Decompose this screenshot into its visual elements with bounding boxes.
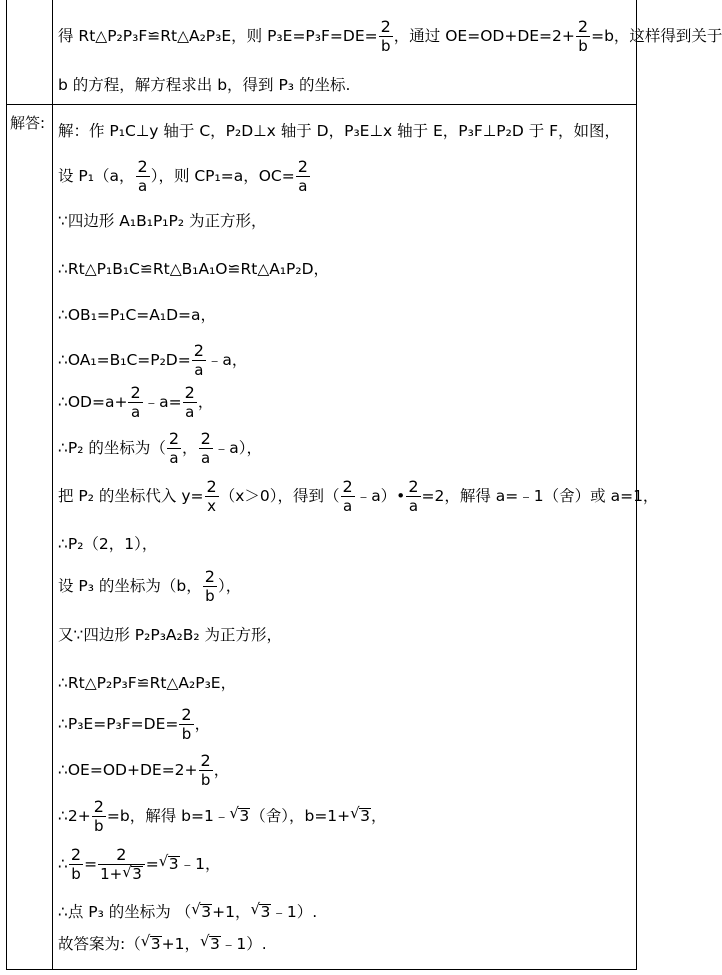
denominator: b bbox=[576, 36, 590, 55]
text: ﹣1， bbox=[179, 855, 221, 873]
solution-line-10: ∴P₂（2，1）， bbox=[58, 535, 158, 553]
intro-line-1 bbox=[58, 18, 722, 55]
solution-line-1: 解：作 P₁C⊥y 轴于 C，P₂D⊥x 轴于 D，P₃E⊥x 轴于 E，P₃F⊥P₂D 于 F，如图， bbox=[58, 122, 621, 140]
text: 故答案为:（ bbox=[58, 935, 141, 953]
solution-line-18 bbox=[58, 904, 317, 921]
text: 设 P₃ 的坐标为（b， bbox=[58, 577, 202, 595]
sqrt bbox=[159, 856, 180, 873]
fraction bbox=[205, 478, 219, 515]
numerator: 2 bbox=[200, 751, 211, 770]
fraction bbox=[199, 430, 213, 467]
denominator: b bbox=[92, 816, 106, 835]
radicand: 3 bbox=[239, 807, 250, 825]
text: =b，解得 b=1﹣ bbox=[106, 807, 230, 825]
numerator: 2 bbox=[70, 845, 82, 864]
text: ∴P₂ 的坐标为（ bbox=[58, 439, 166, 457]
fraction bbox=[98, 846, 145, 883]
radicand: 3 bbox=[360, 807, 371, 825]
radicand: 3 bbox=[260, 903, 271, 921]
text: ﹣a）• bbox=[355, 487, 406, 505]
sqrt bbox=[200, 936, 221, 953]
solution-line-2 bbox=[58, 158, 311, 195]
denominator: a bbox=[341, 496, 355, 515]
numerator: 2 bbox=[380, 17, 391, 36]
denominator: a bbox=[296, 176, 310, 195]
solution-line-6 bbox=[58, 342, 247, 379]
denominator: a bbox=[406, 496, 420, 515]
text: ﹣a）， bbox=[213, 439, 262, 457]
solution-line-11 bbox=[58, 568, 241, 605]
text: ∴P₃E=P₃F=DE= bbox=[58, 715, 179, 733]
denominator: b bbox=[179, 724, 193, 743]
numerator: 2 bbox=[206, 477, 217, 496]
numerator: 2 bbox=[116, 845, 127, 864]
text: +1， bbox=[212, 903, 251, 921]
fraction bbox=[406, 478, 420, 515]
text: ， bbox=[371, 807, 387, 825]
text: ∴ bbox=[58, 855, 68, 873]
solution-line-12: 又∵四边形 P₂P₃A₂B₂ 为正方形， bbox=[58, 626, 283, 644]
solution-line-13: ∴Rt△P₂P₃F≌Rt△A₂P₃E， bbox=[58, 674, 237, 692]
text: ﹣1）. bbox=[220, 935, 267, 953]
numerator: 2 bbox=[181, 705, 192, 724]
fraction bbox=[69, 846, 83, 883]
numerator: 2 bbox=[137, 157, 148, 176]
numerator: 2 bbox=[200, 429, 211, 448]
text: 把 P₂ 的坐标代入 y= bbox=[58, 487, 204, 505]
row-divider bbox=[6, 104, 636, 105]
numerator: 2 bbox=[130, 383, 141, 402]
radicand: 3 bbox=[209, 935, 220, 953]
sqrt bbox=[250, 904, 271, 921]
sqrt bbox=[350, 808, 371, 825]
numerator: 2 bbox=[342, 477, 353, 496]
text: +1， bbox=[161, 935, 200, 953]
denominator bbox=[98, 864, 145, 883]
denominator: b bbox=[69, 864, 83, 883]
intro-line-2: b 的方程，解方程求出 b，得到 P₃ 的坐标. bbox=[58, 76, 351, 94]
solution-line-15 bbox=[58, 752, 229, 789]
fraction bbox=[576, 18, 590, 55]
answer-label: 解答: bbox=[10, 114, 46, 132]
text: ∴OA₁=B₁C=P₂D= bbox=[58, 351, 191, 369]
numerator: 2 bbox=[193, 341, 204, 360]
fraction bbox=[296, 158, 310, 195]
sqrt bbox=[191, 904, 212, 921]
numerator: 2 bbox=[184, 383, 195, 402]
fraction bbox=[92, 798, 106, 835]
text: =b，这样得到关于 bbox=[591, 27, 722, 45]
column-divider bbox=[52, 0, 53, 969]
denominator: a bbox=[136, 176, 150, 195]
denominator: b bbox=[379, 36, 393, 55]
radicand: 3 bbox=[168, 855, 179, 873]
radicand: 3 bbox=[150, 935, 161, 953]
fraction bbox=[179, 706, 193, 743]
fraction bbox=[167, 430, 181, 467]
numerator: 2 bbox=[168, 429, 180, 448]
sqrt bbox=[141, 936, 162, 953]
text: ∴OD=a+ bbox=[58, 393, 128, 411]
fraction bbox=[199, 752, 213, 789]
sqrt bbox=[229, 808, 250, 825]
fraction bbox=[379, 18, 393, 55]
solution-line-4: ∴Rt△P₁B₁C≌Rt△B₁A₁O≌Rt△A₁P₂D， bbox=[58, 260, 330, 278]
numerator: 2 bbox=[93, 797, 104, 816]
solution-line-19 bbox=[58, 936, 267, 953]
text: = bbox=[84, 855, 98, 873]
fraction bbox=[128, 384, 142, 421]
numerator: 2 bbox=[204, 567, 215, 586]
solution-line-9 bbox=[58, 478, 658, 515]
text: 得 Rt△P₂P₃F≌Rt△A₂P₃E，则 P₃E=P₃F=DE= bbox=[58, 27, 378, 45]
text: ， bbox=[197, 393, 214, 411]
numerator: 2 bbox=[577, 17, 589, 36]
fraction bbox=[136, 158, 150, 195]
radicand: 3 bbox=[132, 865, 142, 883]
text: = bbox=[145, 855, 159, 873]
fraction bbox=[192, 342, 206, 379]
text: ﹣1）. bbox=[271, 903, 318, 921]
text: 1+ bbox=[100, 865, 123, 883]
text: ），则 CP₁=a，OC= bbox=[150, 167, 295, 185]
text: （x＞0），得到（ bbox=[219, 487, 340, 505]
text: ∴OE=OD+DE=2+ bbox=[58, 761, 198, 779]
sqrt bbox=[122, 865, 143, 883]
solution-line-17 bbox=[58, 846, 220, 883]
solution-line-7 bbox=[58, 384, 213, 421]
text: =2，解得 a=﹣1（舍）或 a=1， bbox=[421, 487, 659, 505]
text: 设 P₁（a， bbox=[58, 167, 135, 185]
denominator: a bbox=[167, 448, 181, 467]
solution-line-14 bbox=[58, 706, 210, 743]
solution-line-16 bbox=[58, 798, 387, 835]
solution-line-5: ∴OB₁=P₁C=A₁D=a， bbox=[58, 306, 217, 324]
denominator: a bbox=[192, 360, 206, 379]
text: ﹣a= bbox=[143, 393, 182, 411]
denominator: x bbox=[205, 496, 219, 515]
denominator: a bbox=[183, 402, 197, 421]
numerator: 2 bbox=[408, 477, 419, 496]
text: ， bbox=[182, 439, 198, 457]
denominator: a bbox=[199, 448, 213, 467]
text: ﹣a， bbox=[206, 351, 248, 369]
text: ∴点 P₃ 的坐标为 （ bbox=[58, 903, 192, 921]
text: ， bbox=[213, 761, 230, 779]
text: ， bbox=[194, 715, 211, 733]
text: ∴2+ bbox=[58, 807, 91, 825]
denominator: b bbox=[203, 586, 217, 605]
denominator: a bbox=[128, 402, 142, 421]
text: （舍），b=1+ bbox=[250, 807, 351, 825]
radicand: 3 bbox=[201, 903, 212, 921]
fraction bbox=[183, 384, 197, 421]
solution-line-3: ∵四边形 A₁B₁P₁P₂ 为正方形， bbox=[58, 212, 267, 230]
denominator: b bbox=[199, 770, 213, 789]
text: ）， bbox=[217, 577, 242, 595]
text: ，通过 OE=OD+DE=2+ bbox=[393, 27, 575, 45]
fraction bbox=[341, 478, 355, 515]
fraction bbox=[203, 568, 217, 605]
solution-line-8 bbox=[58, 430, 262, 467]
numerator: 2 bbox=[297, 157, 308, 176]
